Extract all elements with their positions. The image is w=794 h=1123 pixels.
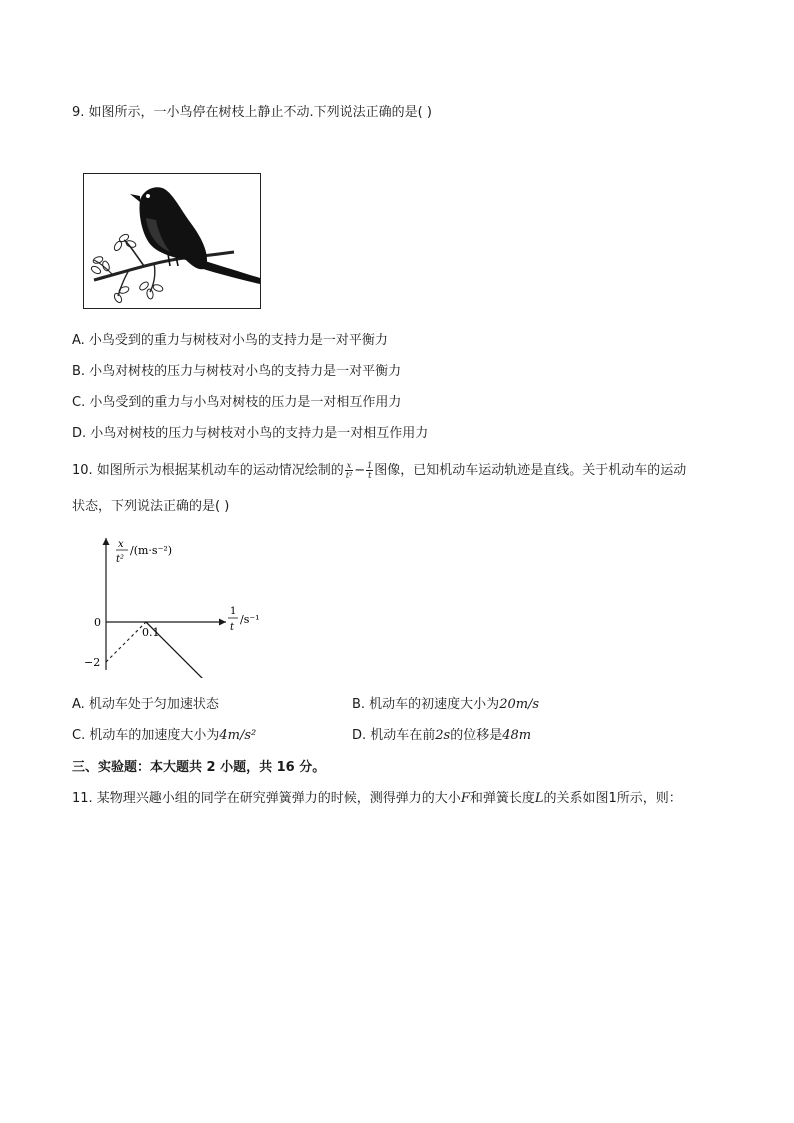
q10-dash: − [354, 463, 366, 478]
q10-stem-pre: 10. 如图所示为根据某机动车的运动情况绘制的 [72, 463, 344, 478]
origin-label: 0 [94, 616, 101, 629]
y-intercept-label: −2 [84, 656, 101, 669]
q9-option-a: A. 小鸟受到的重力与树枝对小鸟的支持力是一对平衡力 [72, 333, 388, 348]
q10-option-d: D. 机动车在前2s的位移是48m [352, 728, 532, 743]
q10-stem-line1 [72, 461, 686, 480]
y-label-unit: /(m·s⁻²) [130, 544, 173, 557]
q11-stem: 11. 某物理兴趣小组的同学在研究弹簧弹力的时候，测得弹力的大小F和弹簧长度L的关系如图1所示，则： [72, 791, 682, 806]
dashed-extension-line [106, 622, 146, 662]
q10-option-b: B. 机动车的初速度大小为20m/s [352, 697, 540, 712]
x-label-unit: /s⁻¹ [240, 613, 260, 626]
q10-option-a: A. 机动车处于匀加速状态 [72, 697, 219, 712]
bird-on-branch-figure [83, 173, 261, 309]
q9-option-d: D. 小鸟对树枝的压力与树枝对小鸟的支持力是一对相互作用力 [72, 426, 429, 441]
y-label-numerator: x [118, 539, 124, 550]
x-label-numerator: 1 [230, 606, 237, 617]
q10-option-c: C. 机动车的加速度大小为4m/s² [72, 728, 257, 743]
bird-icon [84, 174, 260, 308]
q9-option-b: B. 小鸟对树枝的压力与树枝对小鸟的支持力是一对平衡力 [72, 364, 402, 379]
x-over-t2-vs-1-over-t-graph [80, 532, 280, 678]
q9-stem: 9. 如图所示，一小鸟停在树枝上静止不动.下列说法正确的是( ) [72, 105, 432, 120]
x-over-t2-fraction: $\frac{x}{\text{t²}}$ [345, 461, 353, 480]
y-label-denominator: t² [116, 554, 125, 565]
section-3-heading: 三、实验题：本大题共 2 小题，共 16 分。 [72, 760, 326, 775]
x-intercept-label: 0.1 [142, 626, 160, 639]
q10-stem-line2: 状态，下列说法正确的是( ) [72, 499, 230, 514]
x-label-denominator: t [230, 622, 235, 633]
one-over-t-fraction: $\frac{1}{t}$ [367, 461, 373, 480]
q10-stem-post: 图像，已知机动车运动轨迹是直线。关于机动车的运动 [374, 463, 687, 478]
q9-option-c: C. 小鸟受到的重力与小鸟对树枝的压力是一对相互作用力 [72, 395, 402, 410]
